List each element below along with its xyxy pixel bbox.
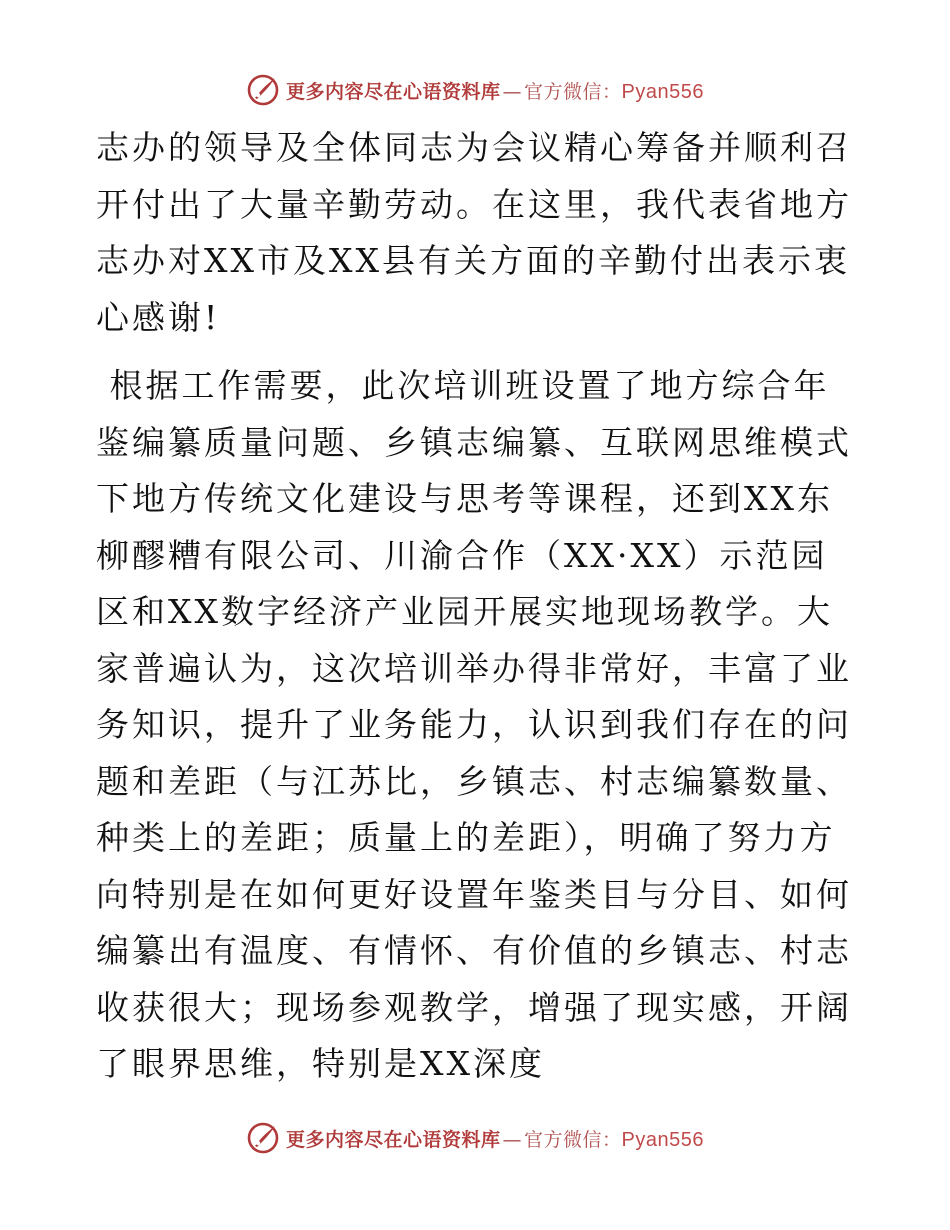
wechat-id: Pyan556 [621, 80, 704, 103]
official-wechat-label: 官方微信： [524, 1128, 622, 1151]
separator: — [502, 80, 523, 103]
site-name: 更多内容尽在心语资料库 [286, 80, 501, 103]
quill-pen-logo-icon [246, 1121, 280, 1155]
paragraph-1: 志办的领导及全体同志为会议精心筹备并顺利召开付出了大量辛勤劳动。在这里，我代表省地方志办对XX市及XX县有关方面的辛勤付出表示衷心感谢! [96, 128, 852, 337]
header-banner [0, 70, 950, 110]
quill-pen-logo-icon [246, 73, 280, 107]
official-wechat-label: 官方微信： [524, 80, 622, 103]
site-name: 更多内容尽在心语资料库 [286, 1128, 501, 1151]
footer-banner-text [286, 1125, 704, 1152]
document-body [96, 120, 856, 1093]
separator: — [502, 1128, 523, 1151]
footer-banner [0, 1118, 950, 1158]
header-banner-text [286, 77, 704, 104]
paragraph-2: 根据工作需要，此次培训班设置了地方综合年鉴编纂质量问题、乡镇志编纂、互联网思维模式下地方传统文化建设与思考等课程，还到XX东柳醪糟有限公司、川渝合作（XX·XX）示范园区和XX数字经济产业园开展实地现场教学。大家普遍认为，这次培训举办得非常好，丰富了业务知识，提升了业务能力，认识到我们存在的问题和差距（与江苏比，乡镇志、村志编纂数量、种类上的差距；质量上的差距），明确了努力方向特别是在如何更好设置年鉴类目与分目、如何编纂出有温度、有情怀、有价值的乡镇志、村志收获很大；现场参观教学，增强了现实感，开阔了眼界思维，特别是XX深度 [96, 366, 852, 1083]
wechat-id: Pyan556 [621, 1128, 704, 1151]
